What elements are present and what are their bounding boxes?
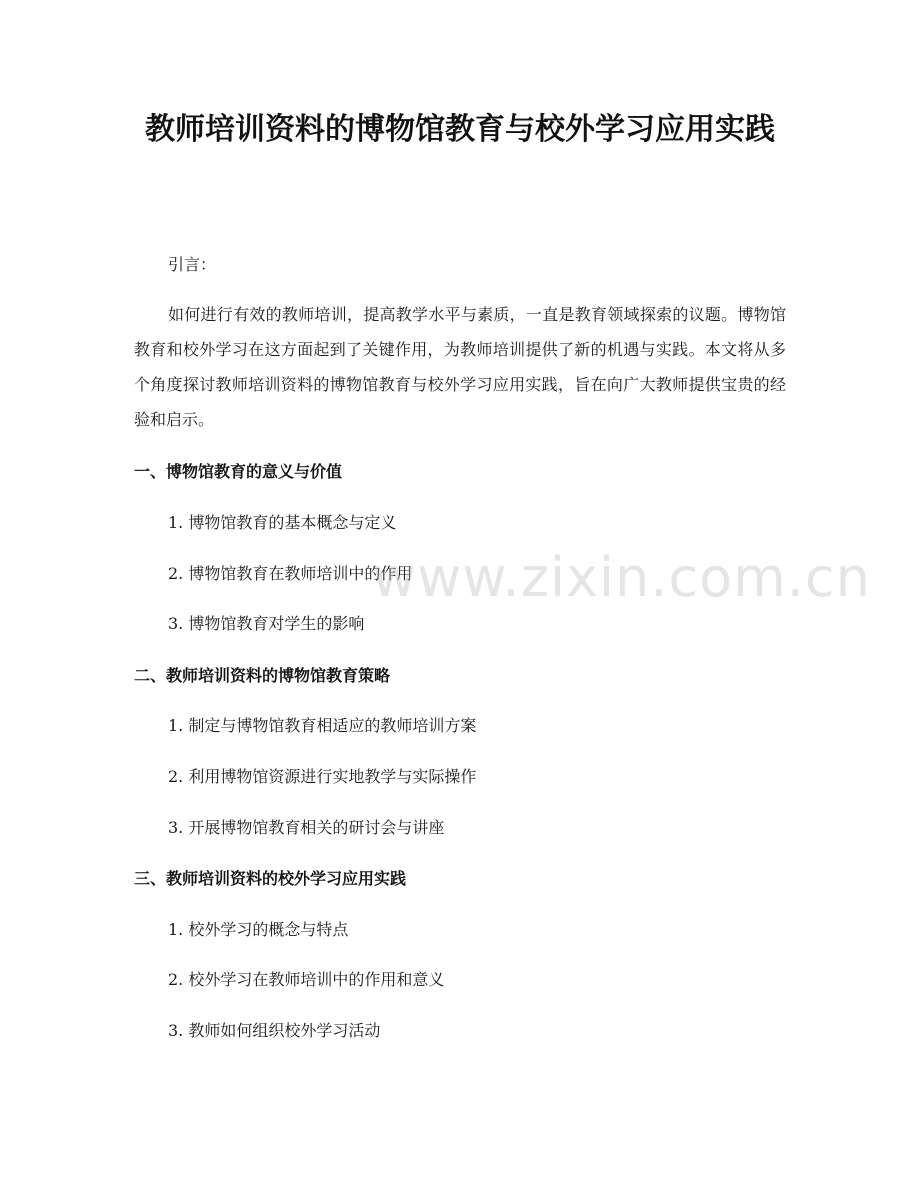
list-item: 2. 利用博物馆资源进行实地教学与实际操作 (168, 767, 477, 786)
list-item: 2. 博物馆教育在教师培训中的作用 (168, 564, 413, 583)
section-heading-1: 一、博物馆教育的意义与价值 (134, 462, 343, 481)
document-title: 教师培训资料的博物馆教育与校外学习应用实践 (145, 112, 775, 147)
intro-paragraph: 如何进行有效的教师培训，提高教学水平与素质，一直是教育领域探索的议题。博物馆教育和校外学习在这方面起到了关键作用，为教师培训提供了新的机遇与实践。本文将从多个角度探讨教师培训资料的博物馆教育与校外学习应用实践，旨在向广大教师提供宝贵的经验和启示。 (134, 305, 786, 429)
section-heading-2: 二、教师培训资料的博物馆教育策略 (134, 666, 391, 685)
list-item: 1. 制定与博物馆教育相适应的教师培训方案 (168, 716, 477, 735)
intro-label: 引言： (168, 255, 217, 274)
list-item: 1. 博物馆教育的基本概念与定义 (168, 513, 397, 532)
list-item: 2. 校外学习在教师培训中的作用和意义 (168, 970, 445, 989)
watermark: www.zixin.com.cn (372, 546, 871, 609)
list-item: 3. 博物馆教育对学生的影响 (168, 614, 365, 633)
list-item: 3. 教师如何组织校外学习活动 (168, 1021, 381, 1040)
section-heading-3: 三、教师培训资料的校外学习应用实践 (134, 869, 407, 888)
list-item: 3. 开展博物馆教育相关的研讨会与讲座 (168, 818, 445, 837)
list-item: 1. 校外学习的概念与特点 (168, 920, 349, 939)
